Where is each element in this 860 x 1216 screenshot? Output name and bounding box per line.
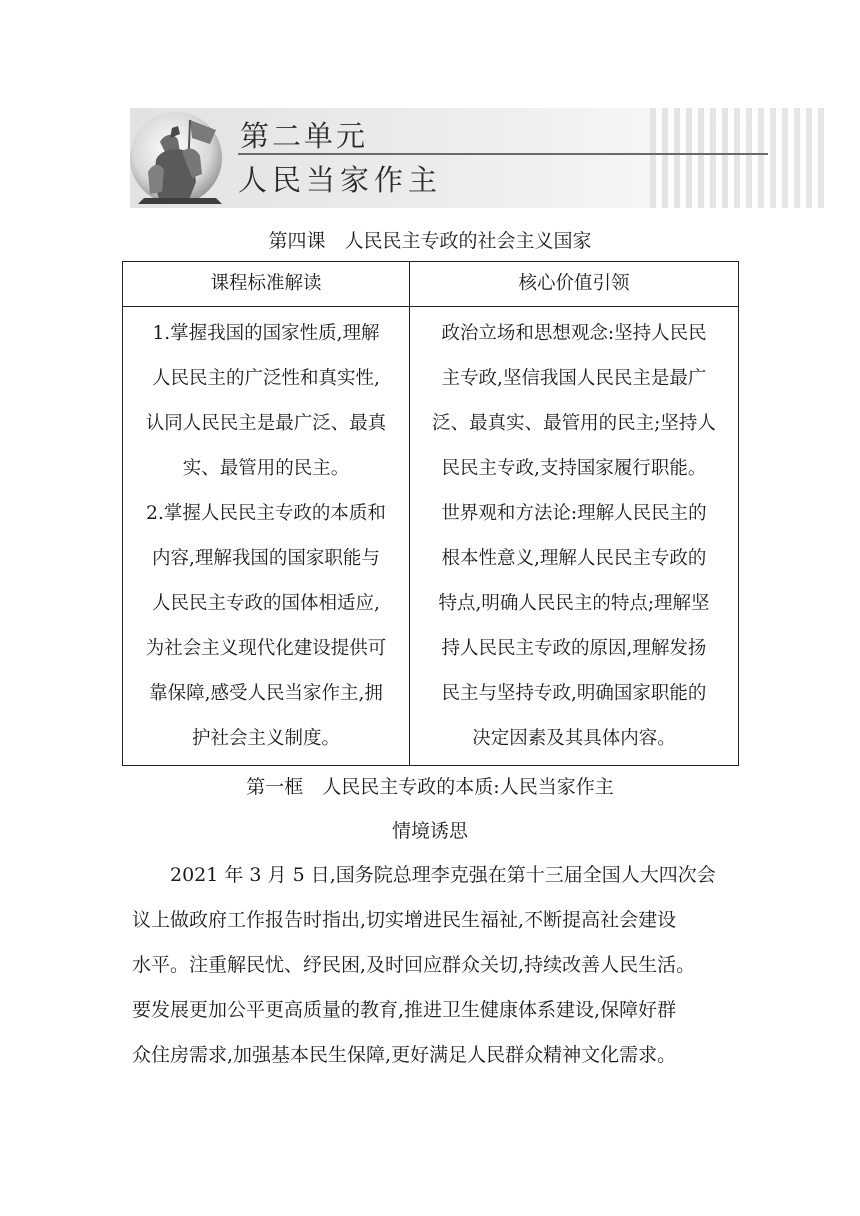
paragraph-line: 议上做政府工作报告时指出,切实增进民生福祉,不断提高社会建设 xyxy=(132,909,677,931)
banner-stripes xyxy=(650,108,830,208)
core-values-line: 民民主专政,支持国家履行职能。 xyxy=(441,458,707,479)
section-title: 第一框 人民民主专政的本质:人民当家作主 xyxy=(246,776,614,798)
standards-line: 1.掌握我国的国家性质,理解 xyxy=(152,323,380,344)
curriculum-standards-table xyxy=(122,261,739,766)
lesson-title: 第四课 人民民主专政的社会主义国家 xyxy=(268,230,592,252)
scene-heading: 情境诱思 xyxy=(391,820,468,842)
core-values-line: 特点,明确人民民主的特点;理解坚 xyxy=(438,593,710,614)
unit-banner xyxy=(130,108,830,208)
standards-line: 护社会主义制度。 xyxy=(191,728,340,749)
core-values-line: 持人民民主专政的原因,理解发扬 xyxy=(441,638,707,659)
core-values-line: 政治立场和思想观念:坚持人民民 xyxy=(441,323,707,344)
standards-line: 人民民主专政的国体相适应, xyxy=(152,593,380,614)
paragraph-line: 水平。注重解民忧、纾民困,及时回应群众关切,持续改善人民生活。 xyxy=(132,954,696,976)
standards-cell xyxy=(123,307,410,766)
unit-title: 第二单元 xyxy=(240,119,369,153)
standards-line: 实、最管用的民主。 xyxy=(182,458,350,479)
paragraph-line: 众住房需求,加强基本民生保障,更好满足人民群众精神文化需求。 xyxy=(132,1044,677,1066)
core-values-line: 根本性意义,理解人民民主专政的 xyxy=(441,548,707,569)
core-values-line: 泛、最真实、最管用的民主;坚持人 xyxy=(432,413,716,434)
monument-sculpture-image xyxy=(130,112,230,204)
paragraph-line: 要发展更加公平更高质量的教育,推进卫生健康体系建设,保障好群 xyxy=(132,999,677,1021)
body-paragraph xyxy=(132,853,732,1078)
core-values-line: 民主与坚持专政,明确国家职能的 xyxy=(441,683,707,704)
table-header-core-values: 核心价值引领 xyxy=(410,262,739,307)
standards-line: 2.掌握人民民主专政的本质和 xyxy=(146,503,386,524)
unit-subtitle: 人民当家作主 xyxy=(238,163,443,197)
core-values-line: 世界观和方法论:理解人民民主的 xyxy=(441,503,707,524)
standards-line: 内容,理解我国的国家职能与 xyxy=(152,548,380,569)
table-header-standards: 课程标准解读 xyxy=(123,262,410,307)
standards-line: 为社会主义现代化建设提供可 xyxy=(145,638,387,659)
standards-line: 认同人民民主是最广泛、最真 xyxy=(145,413,387,434)
standards-line: 靠保障,感受人民当家作主,拥 xyxy=(149,683,383,704)
paragraph-line: 2021 年 3 月 5 日,国务院总理李克强在第十三届全国人大四次会 xyxy=(170,864,716,886)
standards-line: 人民民主的广泛性和真实性, xyxy=(152,368,380,389)
table-row xyxy=(123,307,739,766)
core-values-line: 决定因素及其具体内容。 xyxy=(472,728,676,749)
table-header-row xyxy=(123,262,739,307)
core-values-cell xyxy=(410,307,739,766)
core-values-line: 主专政,坚信我国人民民主是最广 xyxy=(441,368,707,389)
